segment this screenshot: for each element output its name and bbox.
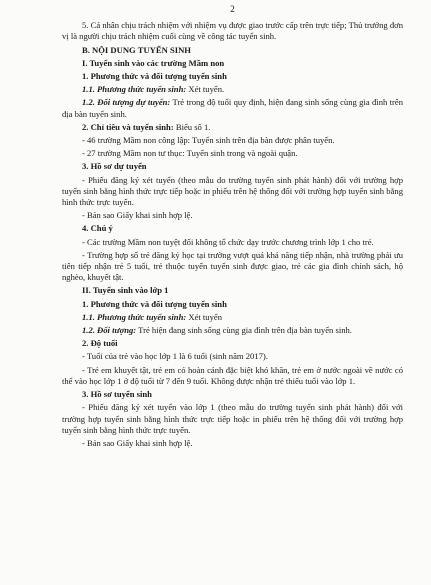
part1-target-value: Trẻ trong độ tuổi quy định, hiện đang sinh sống cùng gia đình trên địa bàn tuyển sinh.: [62, 97, 403, 119]
part2-age-standard: - Tuổi của trẻ vào học lớp 1 là 6 tuổi (sinh năm 2017).: [82, 351, 268, 362]
part1-quota-value: Biểu số 1.: [173, 121, 211, 132]
part2-method-value: Xét tuyển: [186, 311, 223, 322]
part2-age-heading: 2. Độ tuổi: [82, 338, 118, 349]
part2-target-value: Trẻ hiện đang sinh sống cùng gia đình trên địa bàn tuyển sinh.: [136, 325, 352, 336]
part1-document-form: - Phiếu đăng ký xét tuyển (theo mẫu do trường tuyển sinh phát hành) đối với trường hợp tuyển sinh bằng hình thức trực tiếp hoặc in phiếu trên hệ thống đối với trường hợp tuyển sinh bằng hình thức trực tuyến.: [62, 174, 403, 208]
part1-target-label: 1.2. Đối tượng dự tuyển:: [82, 97, 171, 108]
part2-method-label: 1.1. Phương thức tuyển sinh:: [82, 311, 187, 322]
part2-target-label: 1.2. Đối tượng:: [82, 325, 137, 336]
responsibility-paragraph: 5. Cá nhân chịu trách nhiệm với nhiệm vụ được giao trước cấp trên trực tiếp; Thủ trưởng đơn vị là người chịu trách nhiệm cuối cùng về công tác tuyển sinh.: [62, 20, 403, 42]
part1-target-line: [62, 97, 403, 119]
part2-document-birth-cert: - Bản sao Giấy khai sinh hợp lệ.: [82, 437, 193, 448]
part1-heading: I. Tuyển sinh vào các trường Mầm non: [82, 57, 225, 68]
part2-target-line: [62, 325, 403, 336]
part1-quota-public: - 46 trường Mầm non công lập: Tuyển sinh trên địa bàn được phân tuyến.: [82, 135, 335, 146]
part2-method-target-heading: 1. Phương thức và đối tượng tuyển sinh: [82, 298, 227, 309]
part1-notes-heading: 4. Chú ý: [82, 223, 113, 234]
part2-age-exceptions: - Trẻ em khuyết tật, trẻ em có hoàn cảnh đặc biệt khó khăn, trẻ em ở nước ngoài về nước có thể vào học lớp 1 ở độ tuổi từ 7 đến 9 tuổi. Không được nhận trẻ thiếu tuổi vào lớp 1.: [62, 364, 403, 386]
part2-method-line: [62, 312, 403, 323]
part1-quota-label: 2. Chỉ tiêu và tuyển sinh:: [82, 121, 174, 132]
page-number: 2: [230, 4, 235, 14]
part1-documents-heading: 3. Hồ sơ dự tuyển: [82, 161, 147, 172]
part1-document-birth-cert: - Bản sao Giấy khai sinh hợp lệ.: [82, 210, 193, 221]
part1-method-target-heading: 1. Phương thức và đối tượng tuyển sinh: [82, 71, 227, 82]
part1-quota-line: [62, 122, 403, 133]
part1-method-value: Xét tuyển.: [186, 84, 225, 95]
part1-method-line: [62, 84, 403, 95]
part2-documents-heading: 3. Hồ sơ tuyển sinh: [82, 389, 152, 400]
part2-document-form: - Phiếu đăng ký xét tuyển vào lớp 1 (theo mẫu do trường tuyển sinh phát hành) đối với trường hợp tuyển sinh bằng hình thức trực tiếp hoặc in phiếu trên hệ thống đối với trường hợp tuyển sinh bằng hình thức trực tuyến.: [62, 402, 403, 435]
part1-quota-private: - 27 trường Mầm non tư thục: Tuyển sinh trong và ngoài quận.: [82, 148, 298, 159]
section-b-heading: B. NỘI DUNG TUYỂN SINH: [82, 44, 191, 55]
part2-heading: II. Tuyển sinh vào lớp 1: [82, 285, 169, 296]
part1-method-label: 1.1. Phương thức tuyển sinh:: [82, 84, 187, 95]
part1-note-priority: - Trường hợp số trẻ đăng ký học tại trường vượt quá khả năng tiếp nhận, nhà trường phải ưu tiên tiếp nhận trẻ 5 tuổi, trẻ thuộc tuyến tuyển sinh được giao, trẻ các gia đình chính sách, hộ nghèo, khuyết tật.: [62, 249, 403, 283]
part1-note-curriculum: - Các trường Mầm non tuyệt đối không tổ chức dạy trước chương trình lớp 1 cho trẻ.: [82, 236, 374, 247]
